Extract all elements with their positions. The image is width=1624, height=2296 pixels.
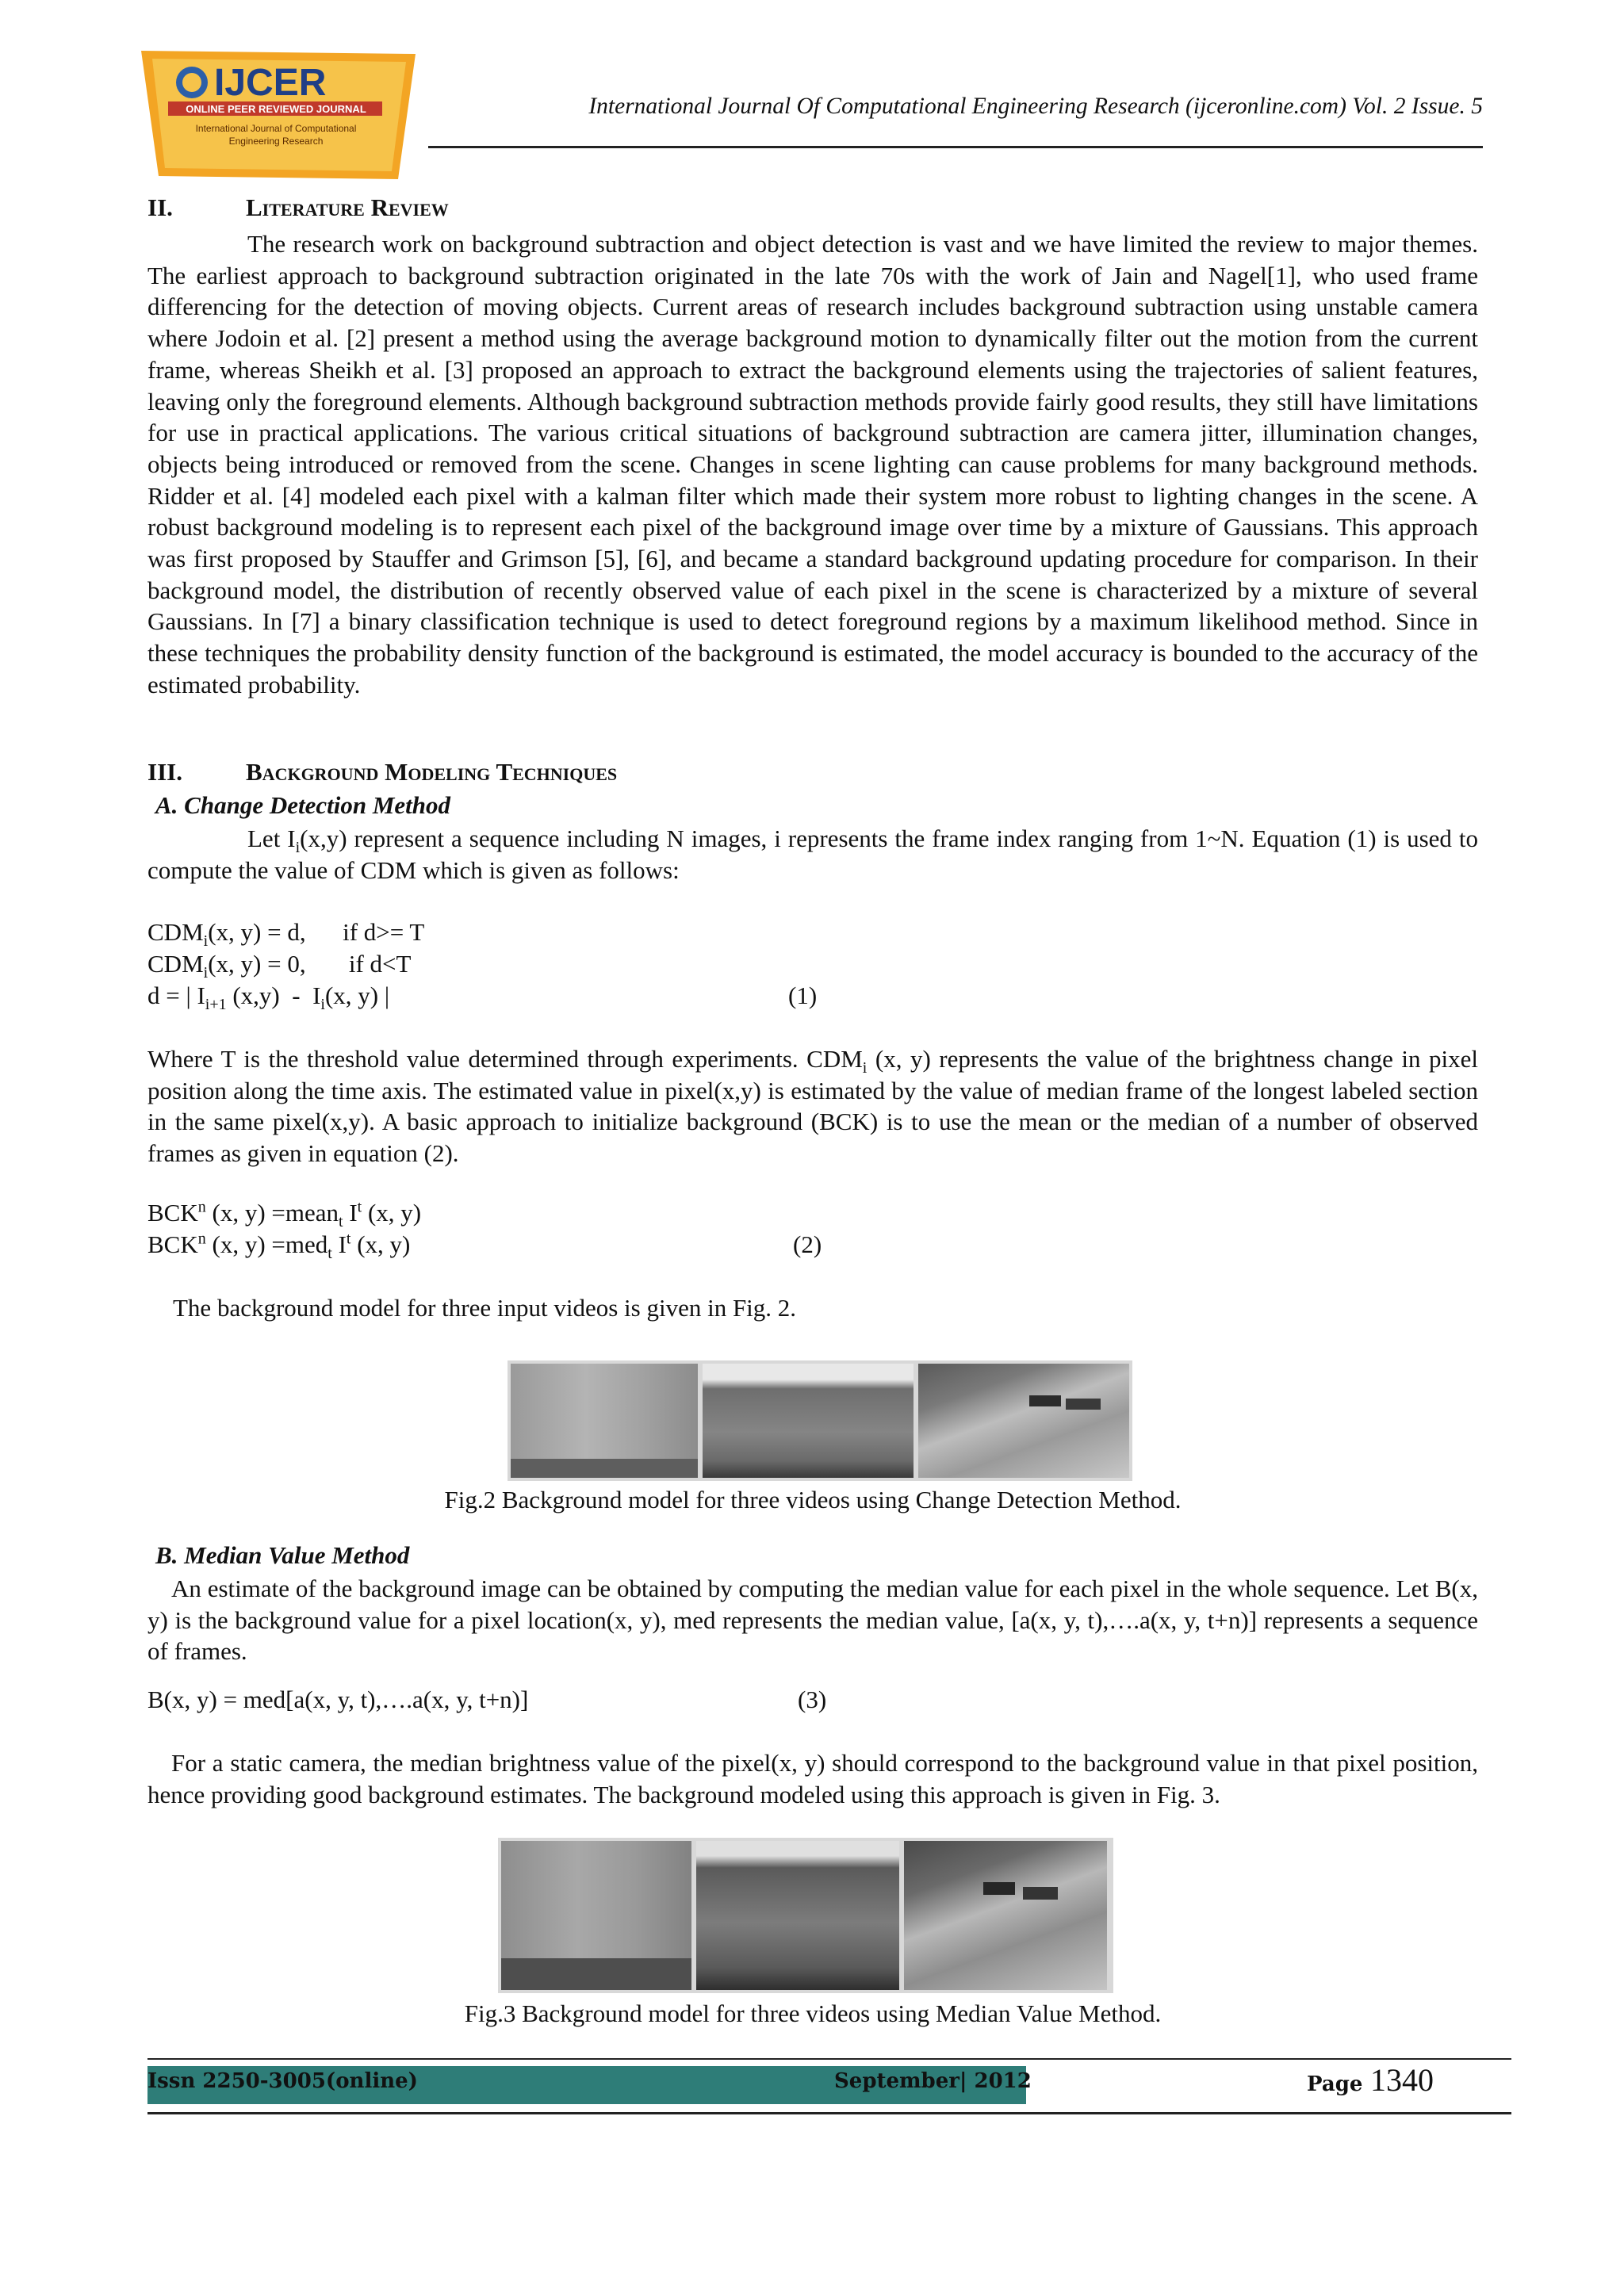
logo-wordmark: IJCER bbox=[214, 62, 327, 104]
equation-1-line-1: $CDM_i(x$, y) = d, if d>= T bbox=[147, 918, 425, 951]
journal-title: International Journal Of Computational Engineering Research (ijceronline.com) Vol. 2 Issue. 5 bbox=[588, 94, 1483, 119]
footer-issn: Issn 2250-3005(online) bbox=[147, 2069, 418, 2093]
section-2-title: Literature Review bbox=[246, 193, 449, 221]
section-2-heading bbox=[147, 193, 449, 222]
subsection-b-heading: B. Median Value Method bbox=[155, 1541, 410, 1569]
figure-3 bbox=[498, 1838, 1113, 1993]
footer-rule-bottom bbox=[147, 2112, 1511, 2114]
equation-1-line-2: $CDM_i(x$, y) = 0, if d<T bbox=[147, 950, 412, 982]
equation-2-line-2: BCK$^n$ (x, y) =med$_t$ $I^t$ (x, y) bbox=[147, 1230, 411, 1263]
figure-3-panel-3 bbox=[904, 1841, 1107, 1990]
section-2-number: II. bbox=[147, 193, 173, 221]
figure-2-intro: The background model for three input videos is given in Fig. 2. bbox=[173, 1294, 797, 1322]
figure-2 bbox=[508, 1360, 1132, 1481]
header-rule bbox=[428, 146, 1483, 148]
equation-3-number: (3) bbox=[798, 1686, 827, 1713]
logo-subtitle-2: Engineering Research bbox=[228, 136, 324, 147]
footer-page-number: 1340 bbox=[1370, 2062, 1434, 2098]
logo-banner: ONLINE PEER REVIEWED JOURNAL bbox=[186, 103, 366, 115]
journal-logo bbox=[136, 48, 422, 182]
equation-1-number: (1) bbox=[788, 982, 818, 1009]
figure-2-panel-2 bbox=[703, 1364, 914, 1478]
footer-rule-top bbox=[147, 2058, 1511, 2060]
figure-2-caption: Fig.2 Background model for three videos using Change Detection Method. bbox=[444, 1486, 1182, 1513]
logo-subtitle-1: International Journal of Computational bbox=[195, 123, 357, 134]
equation-3: B(x, y) = med[a(x, y, t),….a(x, y, t+n)] bbox=[147, 1686, 529, 1713]
section-3-title: Background Modeling Techniques bbox=[246, 758, 618, 786]
equation-2-line-1: BCK$^n$ (x, y) =mean$_t$ $I^t$ (x, y) bbox=[147, 1198, 422, 1231]
figure-2-panel-3 bbox=[918, 1364, 1129, 1478]
figure-3-panel-1 bbox=[501, 1841, 691, 1990]
figure-3-caption: Fig.3 Background model for three videos using Median Value Method. bbox=[464, 1999, 1162, 2027]
median-intro-paragraph: An estimate of the background image can be obtained by computing the median value for each pixel in the whole sequence. Let B(x, y) is the background value for a pixel location(x, y), med represents the median value, [a(x, y, t),….a(x, y, t+n)] represents a sequence of frames. bbox=[147, 1575, 1478, 1666]
cdm-explanation-paragraph: Where T is the threshold value determined through experiments. $CDM_i$ (x, y) represents the value of the brightness change in pixel position along the time axis. The estimated value in pixel(x,y) is estimated by the value of median frame of the longest labeled section in the same pixel(x,y). A basic approach to initialize background (BCK) is to use the mean or the median of a number of observed frames as given in equation (2). bbox=[147, 1045, 1478, 1168]
section-3-number: III. bbox=[147, 758, 182, 786]
footer-date: September| 2012 bbox=[834, 2069, 1032, 2093]
section-3-heading bbox=[147, 758, 617, 786]
subsection-a-heading: A. Change Detection Method bbox=[155, 791, 451, 819]
equation-1-line-3: d = | $I_{i+1}$ $(x,y) - I_i(x$, y) | bbox=[147, 982, 390, 1014]
figure-3-panel-2 bbox=[696, 1841, 899, 1990]
literature-review-paragraph: The research work on background subtraction and object detection is vast and we have limited the review to major themes. The earliest approach to background subtraction originated in the late 70s with the work of Jain and Nagel[1], who used frame differencing for the detection of moving objects. Current areas of research includes background subtraction using unstable camera where Jodoin et al. [2] present a method using the average background motion to dynamically filter out the motion from the current frame, whereas Sheikh et al. [3] proposed an approach to extract the background elements using the trajectories of salient features, leaving only the foreground elements. Although background subtraction methods provide fairly good results, they still have limitations for use in practical applications. The various critical situations of background subtraction are camera jitter, illumination changes, objects being introduced or removed from the scene. Changes in scene lighting can cause problems for many background methods. Ridder et al. [4] modeled each pixel with a kalman filter which made their system more robust to lighting changes in the scene. A robust background modeling is to represent each pixel of the background image over time by a mixture of Gaussians. This approach was first proposed by Stauffer and Grimson [5], [6], and became a standard background updating procedure for comparison. In their background model, the distribution of recently observed value of each pixel in the scene is characterized by a mixture of several Gaussians. In [7] a binary classification technique is used to detect foreground regions by a maximum likelihood method. Since in these techniques the probability density function of the background is estimated, the model accuracy is bounded to the accuracy of the estimated probability. bbox=[147, 230, 1478, 698]
footer-page-label: Page bbox=[1307, 2072, 1363, 2096]
figure-2-panel-1 bbox=[511, 1364, 698, 1478]
cdm-intro-paragraph: Let $I_i(x,y)$ represent a sequence including N images, i represents the frame index ranging from 1~N. Equation (1) is used to compute the value of CDM which is given as follows: bbox=[147, 825, 1478, 884]
median-explanation-paragraph: For a static camera, the median brightness value of the pixel(x, y) should correspond to the background value in that pixel position, hence providing good background estimates. The background modeled using this approach is given in Fig. 3. bbox=[147, 1749, 1478, 1808]
equation-2-number: (2) bbox=[793, 1230, 822, 1258]
